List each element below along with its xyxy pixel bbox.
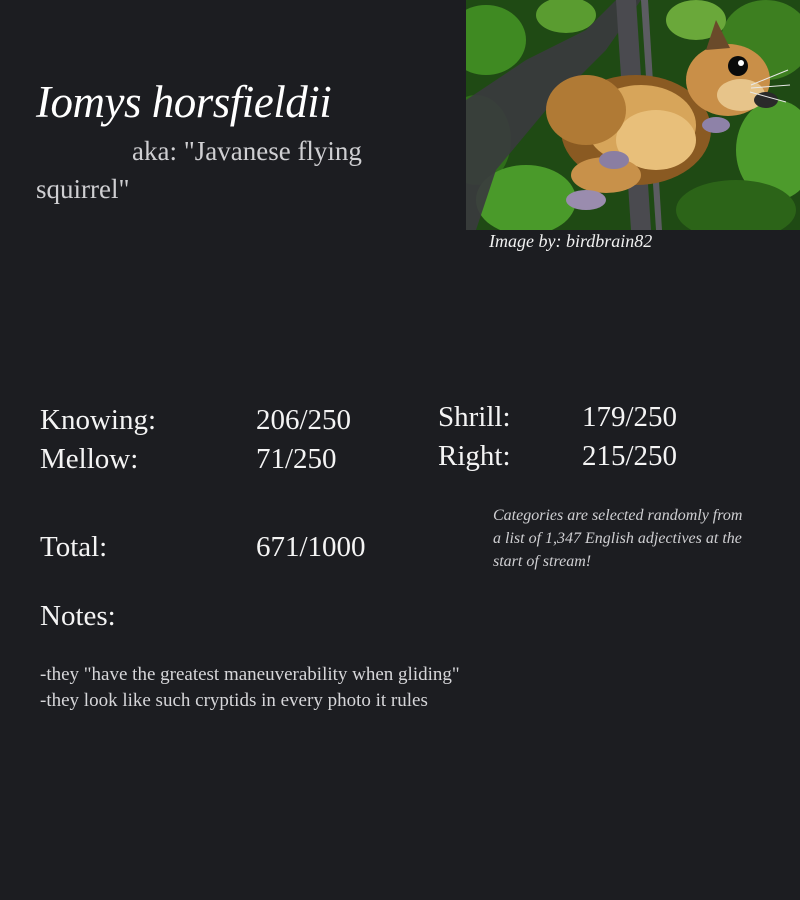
note-item: -they "have the greatest maneuverability when gliding" bbox=[40, 664, 460, 685]
common-name: aka: "Javanese flying squirrel" bbox=[36, 136, 362, 204]
stat-right-value: 215/250 bbox=[582, 440, 678, 472]
species-name: Iomys horsfieldii bbox=[36, 77, 332, 127]
flying-squirrel-illustration bbox=[466, 0, 800, 230]
stat-shrill-label: Shrill: bbox=[438, 401, 511, 433]
stat-knowing-value: 206/250 bbox=[256, 404, 352, 436]
squirrel-photo bbox=[466, 0, 800, 230]
note-item: -they look like such cryptids in every photo it rules bbox=[40, 690, 428, 711]
stat-mellow-value: 71/250 bbox=[256, 443, 337, 475]
stat-knowing-label: Knowing: bbox=[40, 404, 156, 436]
stat-mellow-label: Mellow: bbox=[40, 443, 139, 475]
categories-disclaimer: Categories are selected randomly from a list of 1,347 English adjectives at the start of stream! bbox=[493, 507, 743, 570]
total-value: 671/1000 bbox=[256, 531, 366, 563]
image-credit: Image by: birdbrain82 bbox=[489, 231, 653, 251]
total-label: Total: bbox=[40, 531, 108, 563]
stat-shrill-value: 179/250 bbox=[582, 401, 678, 433]
notes-title: Notes: bbox=[40, 600, 116, 632]
stat-right-label: Right: bbox=[438, 440, 511, 472]
